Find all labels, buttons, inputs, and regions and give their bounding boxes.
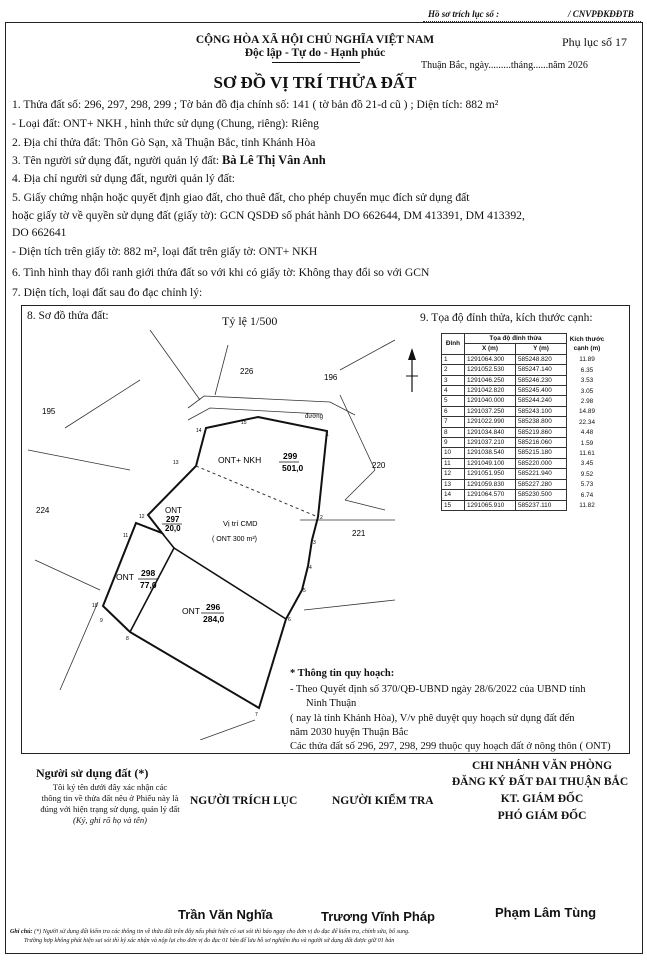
neighbor-label: 226 [240,367,254,376]
cell-point: 11 [442,458,465,468]
parcel-area-label: 501,0 [282,463,304,473]
cell-point: 15 [442,500,465,510]
cell-edge: 5.73 [580,481,594,489]
cell-y: 585215.180 [516,448,567,458]
table-row [442,427,608,437]
cell-edge: 1.59 [580,439,594,447]
vertex-label: 2 [320,515,323,521]
record-label: Hồ sơ trích lục số : [428,9,500,19]
parcel-number-label: 299 [283,451,298,461]
item-4: 4. Địa chỉ người sử dụng đất, người quản lý đất: [12,172,236,185]
cell-edge: 6.35 [580,366,594,374]
road-label: đường [305,414,323,420]
cell-edge: 3.05 [580,387,594,395]
cell-edge: 11.61 [579,449,595,457]
vertex-label: 14 [196,428,202,434]
boundary-line [200,720,255,740]
cell-x: 1291040.000 [465,396,516,406]
cell-y: 585244.240 [516,396,567,406]
planning-line: năm 2030 huyện Thuận Bắc [290,727,409,738]
table-row [442,438,608,448]
table-row [442,354,608,364]
boundary-line [345,470,375,500]
office-line-3: KT. GIÁM ĐỐC [500,793,584,805]
table-row [442,365,608,375]
vertex-label: 6 [288,617,291,623]
record-code: / CNVPĐKĐĐTB [568,9,634,19]
col-y: Y (m) [516,344,567,354]
cell-point: 6 [442,406,465,416]
cell-point: 9 [442,438,465,448]
parcel-number-label: 296 [206,602,221,612]
cell-y: 585248.820 [516,354,567,364]
cell-x: 1291037.250 [465,406,516,416]
neighbor-label: 221 [352,529,366,538]
cell-y: 585216.060 [516,438,567,448]
boundary-line [215,345,228,395]
item-1: 1. Thửa đất số: 296, 297, 298, 299 ; Tờ bản đồ địa chính số: 141 ( tờ bản đồ 21-d cũ ) ; Diện tích: 882 m² [12,98,499,111]
boundary-line [65,380,140,428]
cell-edge: 3.45 [580,460,594,468]
table-row [442,448,608,458]
planning-line: Các thửa đất số 296, 297, 298, 299 thuộc quy hoạch đất ở nông thôn ( ONT) [290,741,611,752]
coords-section-label: 9. Tọa độ đỉnh thửa, kích thước cạnh: [420,312,593,324]
table-row [442,406,608,416]
cell-edge: 22.34 [579,418,595,426]
boundary-line [60,602,98,690]
office-line-1: CHI NHÁNH VĂN PHÒNG [471,760,613,772]
appendix-label: Phụ lục số 17 [562,35,628,49]
cell-point: 4 [442,386,465,396]
item-3 [12,153,326,168]
cell-edge: 2.98 [580,397,594,405]
vertex-label: 4 [309,565,312,571]
vertex-label: 12 [139,514,145,520]
vertex-label: 11 [123,533,129,539]
item-2: 2. Địa chỉ thửa đất: Thôn Gò Sạn, xã Thuận Bắc, tỉnh Khánh Hòa [12,136,316,149]
vertex-label: 13 [173,460,179,466]
table-row [442,479,608,489]
parcel-type-label: ONT+ NKH [218,455,262,465]
cell-edge: 11.82 [579,502,595,509]
item-5-area: - Diện tích trên giấy tờ: 882 m², loại đất trên giấy tờ: ONT+ NKH [12,245,318,258]
vertex-label: 1 [326,432,329,438]
boundary-line [35,560,100,590]
cell-x: 1291034.840 [465,427,516,437]
cmd-detail: ( ONT 300 m²) [212,536,257,543]
cmd-boundary [196,466,318,517]
col-coords: Tọa độ đỉnh thửa [465,334,567,344]
cell-x: 1291051.950 [465,469,516,479]
footnote-text: (*) Người sử dụng đất kiểm tra các thông tin về thửa đất trên đây nếu phát hiện có sai sót thì báo ngay cho đơn vị đo đạc để kiểm tra, chỉnh sửa, bổ sung. [34,929,410,935]
item-3-label: 3. Tên người sử dụng đất, người quản lý đất: [12,154,220,167]
parcel-type-label: ONT [165,506,182,515]
cell-x: 1291022.990 [465,417,516,427]
coordinate-table [441,333,607,511]
vertex-label: 3 [313,540,316,546]
cell-y: 585230.500 [516,490,567,500]
cell-x: 1291064.570 [465,490,516,500]
cell-point: 12 [442,469,465,479]
item-5-line2: hoặc giấy tờ về quyền sử dụng đất (giấy tờ): GCN QSDĐ số phát hành DO 662644, DM 413391, DM 413392, [12,209,525,222]
neighbor-label: 195 [42,407,56,416]
cell-x: 1291059.830 [465,479,516,489]
planning-title: * Thông tin quy hoạch: [290,668,395,679]
vertex-label: 15 [241,420,247,426]
cell-x: 1291049.100 [465,458,516,468]
parcel-type-label: ONT [182,606,200,616]
north-arrow-icon [406,348,418,392]
cell-x: 1291046.250 [465,375,516,385]
owner-name: Bà Lê Thị Vân Anh [221,153,326,167]
cell-y: 585219.860 [516,427,567,437]
cell-y: 585227.280 [516,479,567,489]
boundary-line [340,395,375,470]
cell-y: 585246.230 [516,375,567,385]
office-line-2: ĐĂNG KÝ ĐẤT ĐAI THUẬN BẮC [451,776,629,788]
cell-y: 585243.100 [516,406,567,416]
boundary-line [150,330,200,400]
cell-x: 1291037.210 [465,438,516,448]
cell-y: 585247.140 [516,365,567,375]
vertex-label: 5 [303,588,306,594]
cell-point: 8 [442,427,465,437]
col-x: X (m) [465,344,516,354]
table-row [442,386,608,396]
table-row [442,500,608,510]
motto: Độc lập - Tự do - Hạnh phúc [244,47,386,59]
boundary-line [304,600,395,610]
road-edge [188,396,355,415]
user-note [20,782,200,826]
cell-point: 14 [442,490,465,500]
planning-line: Ninh Thuận [306,698,357,709]
map-scale: Tỷ lệ 1/500 [222,314,278,328]
cell-point: 1 [442,354,465,364]
footnote-label: Ghi chú: [10,929,33,935]
director-name: Phạm Lâm Tùng [495,905,597,920]
item-5-line1: 5. Giấy chứng nhận hoặc quyết định giao đất, cho thuê đất, cho phép chuyển mục đích sử dụng đất [12,191,470,204]
boundary-line [340,340,395,370]
planning-line: - Theo Quyết định số 370/QĐ-UBND ngày 28/6/2022 của UBND tỉnh [290,684,586,695]
table-row [442,490,608,500]
cell-x: 1291038.540 [465,448,516,458]
parcel-number-label: 297 [166,515,180,524]
cell-y: 585237.110 [516,500,567,510]
planning-line: ( nay là tỉnh Khánh Hòa), V/v phê duyệt quy hoạch sử dụng đất đến [290,713,575,724]
cell-edge: 9.52 [580,470,594,478]
user-note-line: Tôi ký tên dưới đây xác nhận các [52,782,168,792]
parcel-number-label: 298 [141,568,156,578]
user-note-line: thông tin về thửa đất nêu ở Phiếu này là [41,793,179,803]
footnote-line-1 [10,928,640,937]
table-row [442,396,608,406]
item-1-landtype: - Loại đất: ONT+ NKH , hình thức sử dụng (Chung, riêng): Riêng [12,117,319,130]
cell-y: 585245.400 [516,386,567,396]
cell-point: 13 [442,479,465,489]
table-row [442,469,608,479]
parcel-area-label: 20,0 [165,524,181,533]
cell-x: 1291052.530 [465,365,516,375]
neighbor-label: 196 [324,373,338,382]
checker-name: Trương Vĩnh Pháp [321,909,435,924]
checker-title: NGƯỜI KIỂM TRA [332,795,434,807]
item-5-line3: DO 662641 [12,226,67,239]
nation-name: CỘNG HÒA XÃ HỘI CHỦ NGHĨA VIỆT NAM [195,34,435,46]
cell-point: 3 [442,375,465,385]
col-edge: Kích thước cạnh (m) [569,335,605,352]
item-7: 7. Diện tích, loại đất sau đo đạc chỉnh lý: [12,286,203,299]
footnote [10,928,640,946]
cell-edge: 14.89 [579,408,595,416]
extractor-name: Trần Văn Nghĩa [178,907,273,922]
cell-edge: 4.48 [580,429,594,437]
boundary-line [345,500,385,510]
user-note-line: (Ký, ghi rõ họ và tên) [73,815,147,825]
extractor-title: NGƯỜI TRÍCH LỤC [190,795,298,807]
page-title: SƠ ĐỒ VỊ TRÍ THỬA ĐẤT [213,73,417,92]
cell-x: 1291064.300 [465,354,516,364]
cell-edge: 3.53 [580,377,594,385]
cell-edge: 6.74 [580,491,594,499]
neighbor-label: 224 [36,506,50,515]
parcel-type-label: ONT [116,572,134,582]
table-row [442,458,608,468]
vertex-label: 7 [255,712,258,718]
col-point: Đỉnh [442,334,465,355]
user-note-line: đúng với hiện trạng sử dụng, quản lý đất [40,804,180,814]
office-line-4: PHÓ GIÁM ĐỐC [497,810,587,822]
table-row [442,417,608,427]
table-row [442,375,608,385]
cell-point: 5 [442,396,465,406]
vertex-label: 8 [126,636,129,642]
cell-x: 1291042.820 [465,386,516,396]
cell-y: 585238.800 [516,417,567,427]
cell-edge: 11.89 [579,356,595,364]
item-6: 6. Tình hình thay đổi ranh giới thửa đất so với khi có giấy tờ: Không thay đổi so với GCN [12,266,430,279]
cell-point: 10 [442,448,465,458]
motto-underline [272,62,360,63]
cell-y: 585220.000 [516,458,567,468]
neighbor-label: 220 [372,461,386,470]
date-line: Thuận Bắc, ngày.........tháng......năm 2026 [421,60,588,71]
cell-x: 1291065.910 [465,500,516,510]
cell-point: 2 [442,365,465,375]
user-title: Người sử dụng đất (*) [36,766,149,780]
boundary-line [28,450,130,470]
cell-point: 7 [442,417,465,427]
cell-y: 585221.940 [516,469,567,479]
vertex-label: 9 [100,618,103,624]
vertex-label: 10 [92,603,98,609]
parcel-area-label: 284,0 [203,614,225,624]
cmd-title: Vị trí CMD [223,519,258,528]
parcel-area-label: 77,0 [140,580,157,590]
footnote-line-2: Trường hợp không phát hiện sai sót thì ký xác nhận và nộp lại cho đơn vị đo đạc 01 bản để lưu hồ sơ nghiệm thu và người sử dụng đất được giữ 01 bản [24,938,395,944]
map-section-label: 8. Sơ đồ thửa đất: [27,310,109,322]
